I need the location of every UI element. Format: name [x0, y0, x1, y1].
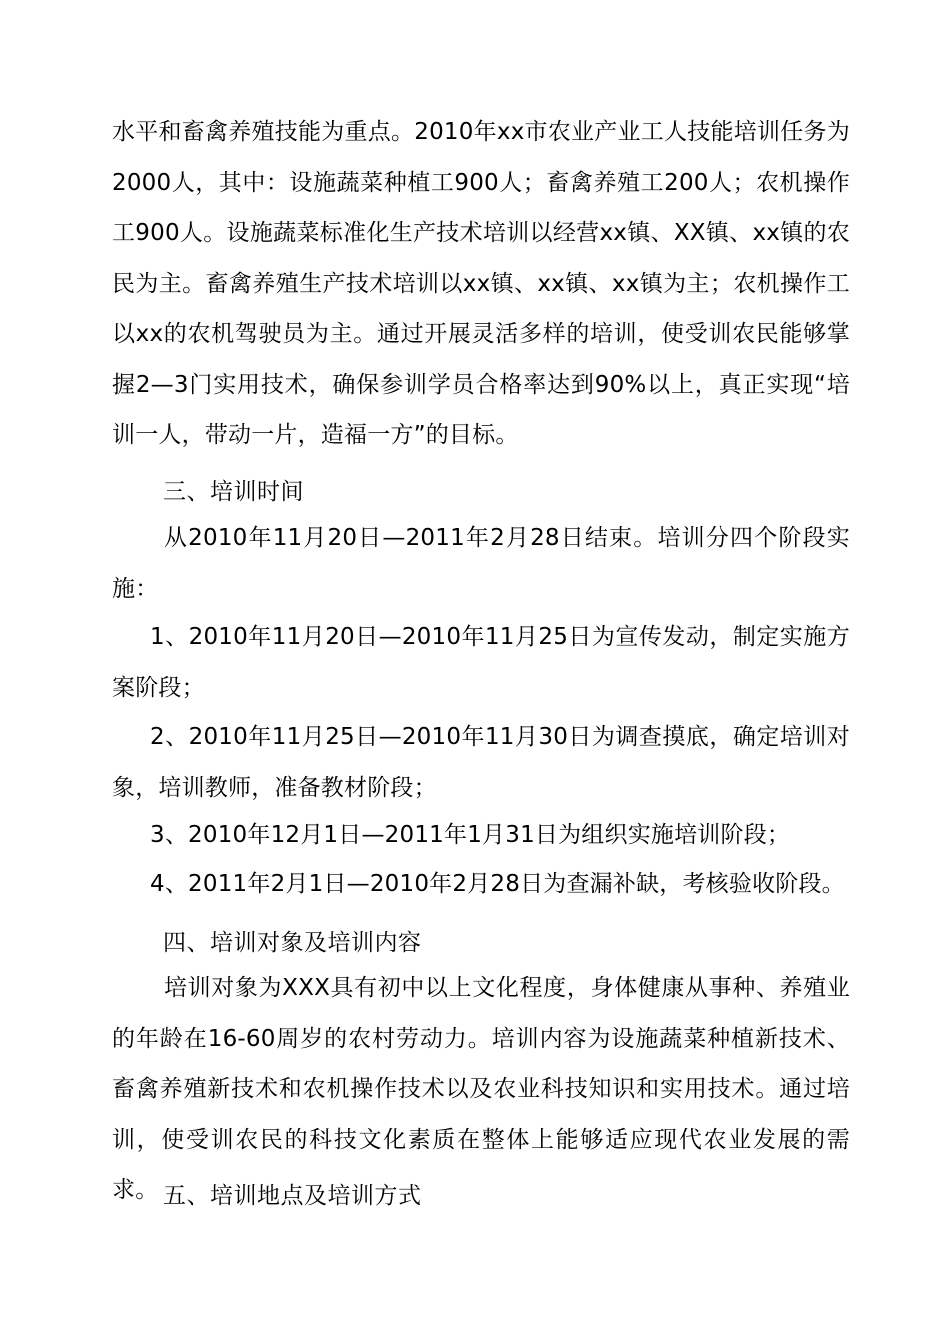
list-item-stage-3: 3、2010年12月1日—2011年1月31日为组织实施培训阶段； — [150, 822, 791, 848]
paragraph-training-period: 从2010年11月20日—2011年2月28日结束。培训分四个阶段实施： — [112, 525, 850, 602]
list-item-stage-1: 1、2010年11月20日—2010年11月25日为宣传发动，制定实施方案阶段； — [112, 624, 850, 701]
section-heading-training-location: 五、培训地点及培训方式 — [163, 1183, 422, 1209]
paragraph-training-target-content: 培训对象为XXX具有初中以上文化程度，身体健康从事种、养殖业的年龄在16-60周岁的农村劳动力。培训内容为设施蔬菜种植新技术、畜禽养殖新技术和农机操作技术以及农业科技知识和实用技术。通过培训，使受训农民的科技文化素质在整体上能够适应现代农业发展的需求。 — [112, 975, 850, 1203]
section-heading-training-time: 三、培训时间 — [163, 479, 304, 505]
list-item-stage-2: 2、2010年11月25日—2010年11月30日为调查摸底，确定培训对象，培训教师，准备教材阶段； — [112, 724, 850, 801]
section-heading-training-target: 四、培训对象及培训内容 — [163, 930, 422, 956]
paragraph-training-goals: 水平和畜禽养殖技能为重点。2010年xx市农业产业工人技能培训任务为2000人，其中：设施蔬菜种植工900人；畜禽养殖工200人；农机操作工900人。设施蔬菜标准化生产技术培训以经营xx镇、XX镇、xx镇的农民为主。畜禽养殖生产技术培训以xx镇、xx镇、xx镇为主；农机操作工以xx的农机驾驶员为主。通过开展灵活多样的培训，使受训农民能够掌握2—3门实用技术，确保参训学员合格率达到90%以上，真正实现“培训一人，带动一片，造福一方”的目标。 — [112, 119, 850, 448]
list-item-stage-4: 4、2011年2月1日—2010年2月28日为查漏补缺，考核验收阶段。 — [150, 871, 845, 897]
